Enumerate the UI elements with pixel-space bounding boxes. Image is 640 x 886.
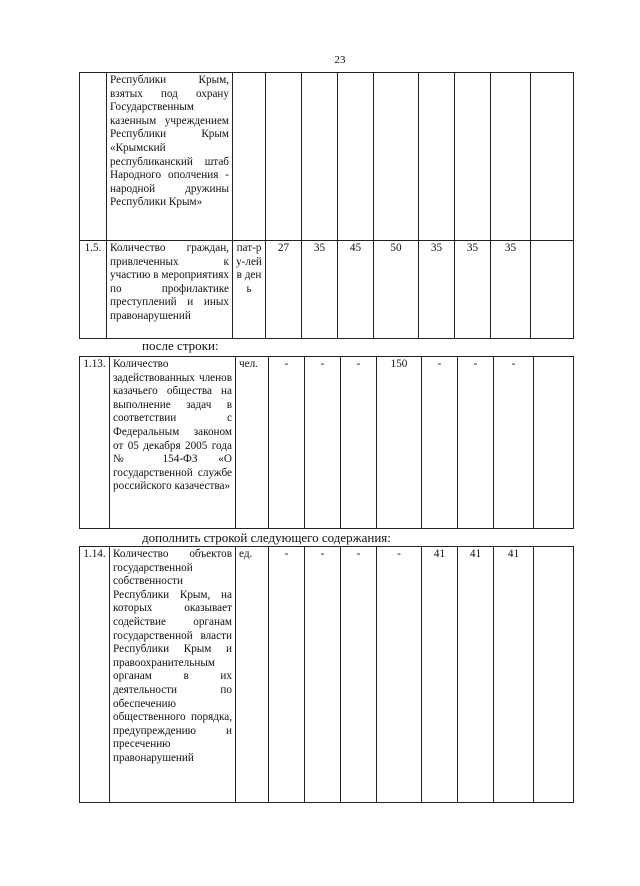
row-number — [80, 73, 107, 241]
indicators-table-row-113 — [79, 356, 574, 529]
value-cell: - — [458, 357, 494, 529]
table-row — [80, 357, 574, 529]
value-cell: - — [269, 547, 305, 803]
indicators-table-row-114 — [79, 546, 574, 803]
value-cell — [302, 73, 338, 241]
value-cell: - — [305, 357, 341, 529]
indicators-table-continuation — [79, 72, 574, 339]
table-row — [80, 241, 574, 339]
value-cell: - — [341, 357, 377, 529]
value-cell — [338, 73, 374, 241]
row-number: 1.13. — [80, 357, 110, 529]
row-number: 1.14. — [80, 547, 110, 803]
row-unit: пат-ру-лей в день — [233, 241, 266, 339]
row-number: 1.5. — [80, 241, 107, 339]
row-unit: ед. — [236, 547, 269, 803]
value-cell: 41 — [458, 547, 494, 803]
value-cell: - — [305, 547, 341, 803]
value-cell: 41 — [494, 547, 534, 803]
value-cell — [419, 73, 455, 241]
row-unit — [233, 73, 266, 241]
row-description: Количество задействованных членов казачьего общества на выполнение задач в соответствии с Федеральным законом от 05 декабря 2005 года № 154-ФЗ «О государственной службе российского казачества» — [110, 357, 236, 529]
value-cell: - — [422, 357, 458, 529]
value-cell: 50 — [374, 241, 419, 339]
value-cell — [534, 357, 574, 529]
caption-after-row: после строки: — [142, 338, 219, 353]
value-cell: - — [377, 547, 422, 803]
value-cell: 35 — [455, 241, 491, 339]
value-cell: - — [269, 357, 305, 529]
value-cell — [266, 73, 302, 241]
page-number: 23 — [334, 54, 346, 66]
value-cell — [531, 73, 574, 241]
row-description: Количество граждан, привлеченных к участию в мероприятиях по профилактике преступлений и иных правонарушений — [107, 241, 233, 339]
caption-add-row: дополнить строкой следующего содержания: — [142, 530, 391, 545]
table-row — [80, 73, 574, 241]
row-description: Количество объектов государственной собственности Республики Крым, на которых оказывает содействие органам государственной власти Республики Крым и правоохранительным органам в их деятельности по обеспечению общественного порядка, предупреждению и пресечению правонарушений — [110, 547, 236, 803]
value-cell — [491, 73, 531, 241]
row-unit: чел. — [236, 357, 269, 529]
value-cell: 35 — [419, 241, 455, 339]
value-cell — [374, 73, 419, 241]
value-cell — [534, 547, 574, 803]
value-cell: 35 — [302, 241, 338, 339]
value-cell: 41 — [422, 547, 458, 803]
value-cell: 35 — [491, 241, 531, 339]
value-cell — [455, 73, 491, 241]
table-row — [80, 547, 574, 803]
row-description: Республики Крым, взятых под охрану Государственным казенным учреждением Республики Крым «Крымский республиканский штаб Народного ополчения - народной дружины Республики Крым» — [107, 73, 233, 241]
value-cell: 45 — [338, 241, 374, 339]
value-cell: 150 — [377, 357, 422, 529]
value-cell: - — [494, 357, 534, 529]
value-cell: - — [341, 547, 377, 803]
value-cell — [531, 241, 574, 339]
value-cell: 27 — [266, 241, 302, 339]
